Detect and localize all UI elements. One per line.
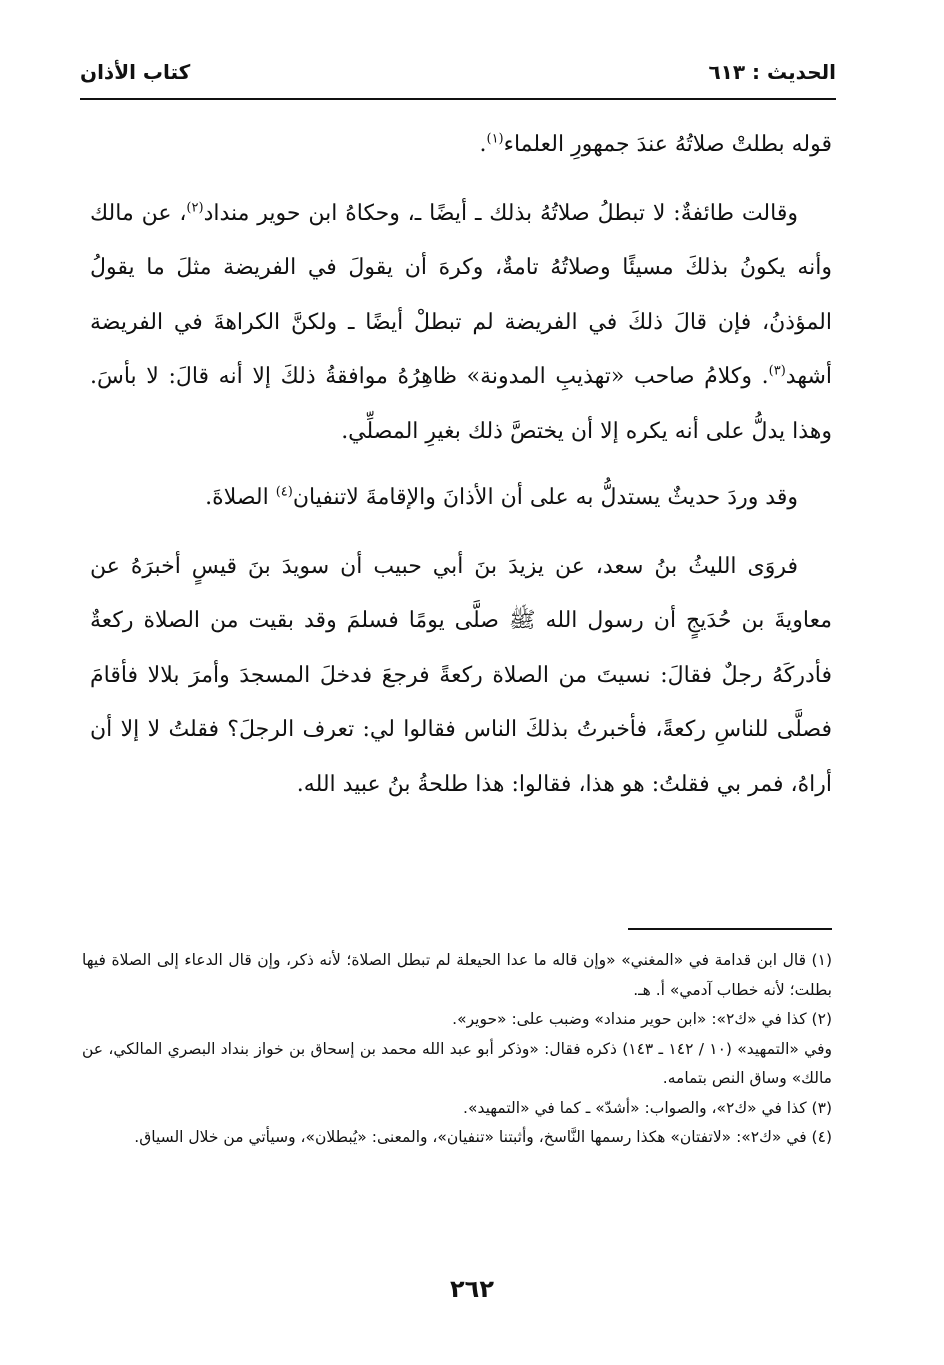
footnote-2-continuation: وفي «التمهيد» (١٠ / ١٤٢ ـ ١٤٣) ذكره فقال: «وذكر أبو عبد الله محمد بن إسحاق بن خواز بنداد البصري المالكي، عن مالك» وساق النص بتمامه.: [82, 1039, 832, 1087]
footnote-ref-3[interactable]: (٣): [768, 363, 786, 379]
footnote-4: (٤) في «ك٢»: «لاتفتان» هكذا رسمها النَّاسخ، وأثبتنا «تنفيان»، والمعنى: «يُبطلان»، وسيأتي من خلال السياق.: [134, 1128, 832, 1146]
footnote-3: (٣) كذا في «ك٢»، والصواب: «أشدّ» ـ كما في «التمهيد».: [463, 1098, 832, 1117]
footnote-1: (١) قال ابن قدامة في «المغني» «وإن قاله ما عدا الحيعلة لم تبطل الصلاة؛ لأنه ذكر، وإن قال الدعاء إلى الصلاة فيها بطلت؛ لأنه خطاب آدمي» أ. هـ.: [82, 951, 832, 999]
footnote-ref-2[interactable]: (٢): [186, 200, 204, 216]
paragraph-text: الصلاةَ.: [205, 485, 276, 510]
page-number: ٢٦٢: [450, 1275, 494, 1303]
footnote-ref-4[interactable]: (٤): [275, 484, 293, 500]
paragraph-2: [90, 187, 832, 460]
footnote-2: (٢) كذا في «ك٢»: «ابن حوير منداد» وضبب على: «حوير».: [452, 1010, 832, 1028]
hadith-number-label: الحديث : ٦١٣: [708, 60, 836, 84]
paragraph-1: [90, 118, 832, 173]
main-text: [90, 118, 832, 812]
paragraph-text: وقد وردَ حديثٌ يستدلُّ به على أن الأذانَ والإقامةَ لاتنفيان: [292, 485, 798, 510]
footnotes: [82, 946, 832, 1153]
paragraph-4: فروَى الليثُ بنُ سعد، عن يزيدَ بنَ أبي حبيب أن سويدَ بنَ قيسٍ أخبرَهُ عن معاويةَ بن حُدَيجٍ أن رسول الله ﷺ صلَّى يومًا فسلمَ وقد بقيت من الصلاة ركعةٌ فأدركَهُ رجلٌ فقالَ: نسيتَ من الصلاة ركعةً فرجعَ فدخلَ المسجدَ وأمرَ بلالا فأقامَ فصلَّى للناسِ ركعةً، فأخبرتُ بذلكَ الناس فقالوا لي: تعرف الرجلَ؟ فقلتُ لا إلا أن أراهُ، فمر بي فقلتُ: هو هذا، فقالوا: هذا طلحةُ بنُ عبيد الله.: [90, 553, 832, 797]
paragraph-text: .: [479, 132, 487, 157]
paragraph-text: ، عن مالك وأنه يكونُ بذلكَ مسيئًا وصلاتُهُ تامةٌ، وكرهَ أن يقولَ في الفريضة مثلَ ما يقولُ المؤذنُ، فإن قالَ ذلكَ في الفريضة لم تبطلْ أيضًا ـ ولكنَّ الكراهةَ في الفريضة أشهد: [90, 200, 832, 389]
paragraph-text: . وكلامُ صاحب «تهذيبِ المدونة» ظاهِرُهُ موافقةُ ذلكَ إلا أنه قالَ: لا بأسَ. وهذا يدلُّ على أنه يكره إلا أن يختصَّ ذلك بغيرِ المصلِّي.: [90, 364, 832, 444]
paragraph-text: قوله بطلتْ صلاتُهُ عندَ جمهورِ العلماء: [503, 132, 832, 157]
footnote-ref-1[interactable]: (١): [486, 131, 504, 147]
book-title: كتاب الأذان: [80, 60, 191, 84]
footnote-divider: [628, 928, 832, 930]
paragraph-text: وقالت طائفةٌ: لا تبطلُ صلاتُهُ بذلك ـ أيضًا ـ، وحكاهُ ابن حوير منداد: [203, 200, 798, 226]
running-header: [80, 58, 836, 100]
paragraph-3: [90, 471, 832, 526]
